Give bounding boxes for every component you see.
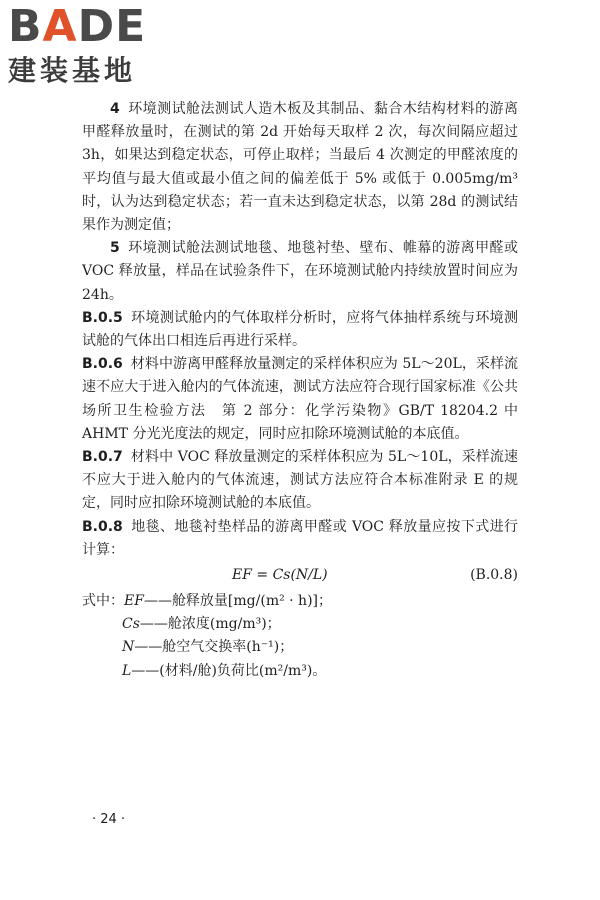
formula-expression: EF = Cs(N/L) [232, 567, 328, 584]
definition-row: L ——(材料/舱)负荷比(m²/m³)。 [122, 662, 327, 679]
definition-row: Cs ——舱浓度(mg/m³)； [122, 616, 281, 633]
document-body [82, 98, 518, 683]
logo-subtitle: 建装基地 [8, 54, 137, 87]
clause-4: 4 环境测试舱法测试人造木板及其制品、黏合木结构材料的游离甲醛释放量时，在测试的第 2d 开始每天取样 2 次，每次间隔应超过 3h，如果达到稳定状态，可停止取样；当最后 4 次测定的甲醛浓度的平均值与最大值或最小值之间的偏差低于 5% 或低于 0.005mg/m³ 时，认为达到稳定状态；若一直未达到稳定状态，以第 28d 的测试结果作为测定值； [82, 101, 518, 234]
clause-b08: B.0.8 地毯、地毯衬垫样品的游离甲醛或 VOC 释放量应按下式进行计算： [82, 518, 518, 558]
definitions-lead: 式中： [82, 593, 124, 610]
symbol-definitions [82, 590, 518, 683]
page-number: · 24 · [92, 812, 126, 827]
logo-wordmark: BADE [8, 1, 147, 52]
formula-b08 [82, 564, 518, 590]
definition-row: 式中： EF ——舱释放量[mg/(m² · h)]； [82, 590, 518, 613]
definition-row: N ——舱空气交换率(h⁻¹)； [122, 639, 294, 656]
clause-5: 5 环境测试舱法测试地毯、地毯衬垫、壁布、帷幕的游离甲醛或 VOC 释放量，样品在试验条件下，在环境测试舱内持续放置时间应为 24h。 [82, 240, 518, 303]
clause-b05: B.0.5 环境测试舱内的气体取样分析时，应将气体抽样系统与环境测试舱的气体出口相连后再进行采样。 [82, 309, 518, 350]
clause-b07: B.0.7 材料中 VOC 释放量测定的采样体积应为 5L～10L，采样流速不应大于进入舱内的气体流速，测试方法应符合本标准附录 E 的规定，同时应扣除环境测试舱的本底值。 [82, 449, 518, 512]
clause-b06: B.0.6 材料中游离甲醛释放量测定的采样体积应为 5L～20L，采样流速不应大于进入舱内的气体流速，测试方法应符合现行国家标准《公共场所卫生检验方法 第 2 部分：化学污染物》GB/T 18204.2 中 AHMT 分光光度法的规定，同时应扣除环境测试舱的本底值。 [82, 356, 518, 442]
brand-logo [8, 1, 178, 94]
formula-number: (B.0.8) [470, 567, 518, 584]
